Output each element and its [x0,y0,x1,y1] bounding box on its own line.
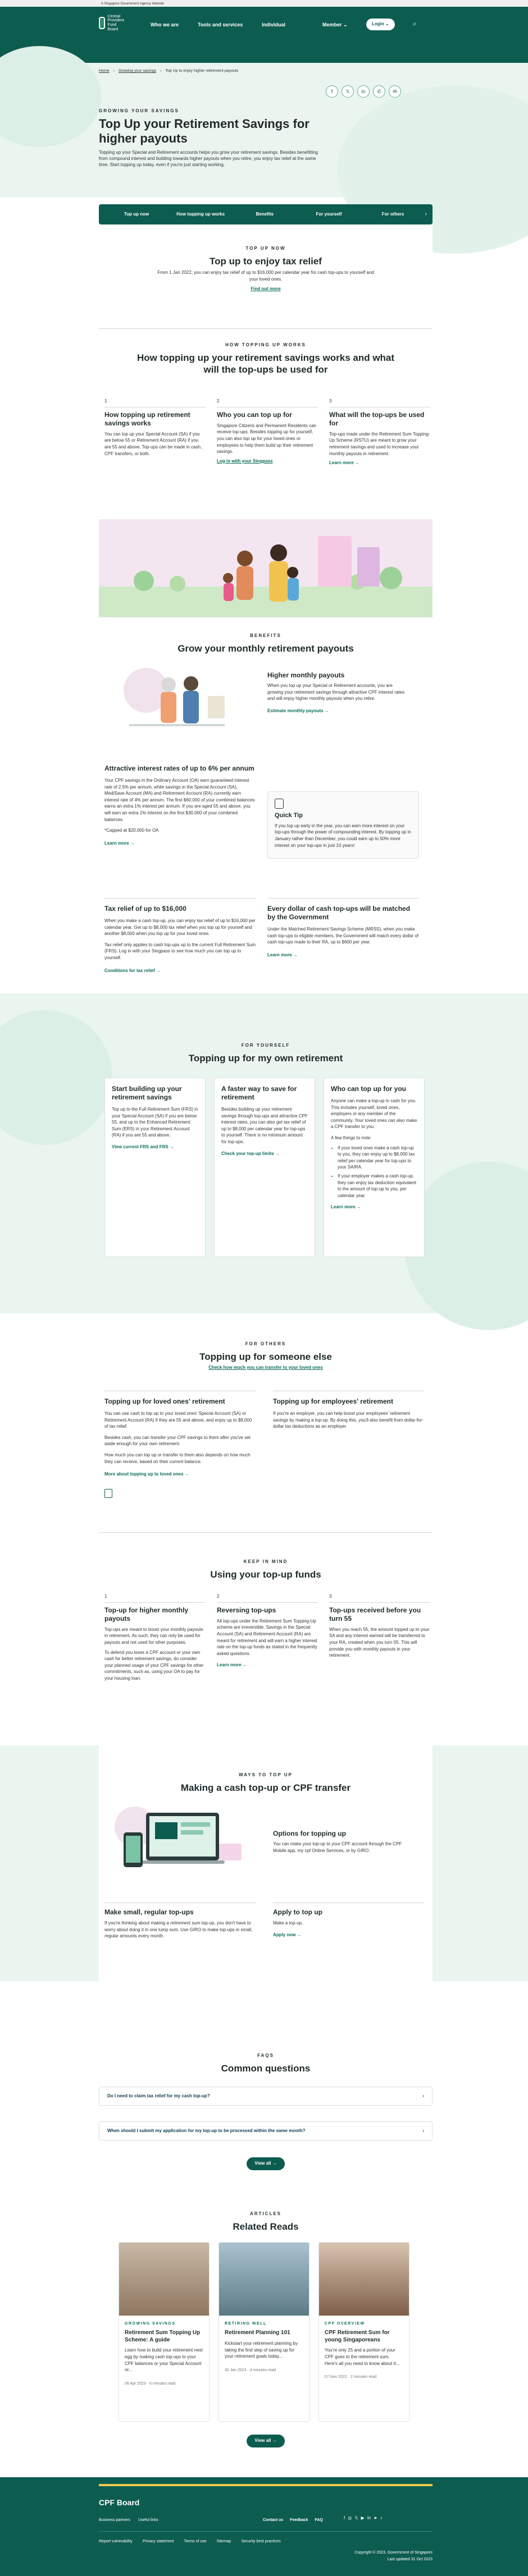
loved-ones-text-2: Besides cash, you can transfer your CPF savings to them after you've set aside enough for your own retirement. [104,1434,251,1447]
interest-learn-more-link[interactable]: Learn more → [104,840,135,846]
tax-relief-title: Tax relief of up to $16,000 [104,905,186,913]
breadcrumb-growing[interactable]: Growing your savings [118,69,157,73]
tax-conditions-label: Conditions for tax relief [104,968,155,973]
footer-link[interactable]: Feedback [290,2518,308,2522]
share-buttons [326,85,401,98]
singpass-login-link[interactable]: Log in with your Singpass [217,458,273,464]
list-intro: A few things to note: [331,1135,372,1140]
step-number: 1 [104,1594,107,1599]
topup-eyebrow: TOP UP NOW [245,246,286,251]
footer-link[interactable]: Security best practices [241,2540,281,2543]
article-card[interactable] [119,2242,210,2422]
nav-individual[interactable]: Individual [262,22,286,27]
article-tag: RETIRING WELL [225,2322,267,2326]
benefits-eyebrow: BENEFITS [250,633,281,638]
hero-description: Topping up your Special and Retirement accounts helps you grow your retirement savings. Besides benefitting from compound interest and building towards higher payouts when you retire, you enjoy tax relief at the same time. Start topping up today, even if you're just starting working. [99,150,318,168]
apply-text: Make a top-up. [273,1920,303,1926]
step-number: 2 [217,398,220,404]
divider [99,1532,433,1533]
tab-benefits[interactable]: Benefits [256,211,274,217]
interest-learn-more-label: Learn more [104,840,129,846]
loved-ones-text-3: How much you can top up or transfer to them also depends on how much they can receive, based on their current balance. [104,1452,251,1464]
keep-col-text: Top-ups are meant to boost your monthly payouts in retirement. As such, they can only be used for payouts and not used for other purposes. [104,1626,203,1645]
cpf-seal-icon [99,17,105,29]
logo-text: Central Provident Fund Board [107,14,124,31]
family-illustration-svg [99,519,433,617]
devices-illustration [112,1804,247,1877]
article-card[interactable] [318,2242,409,2422]
yourself-title: Topping up for my own retirement [188,1053,343,1064]
divider [104,1602,206,1603]
higher-payouts-title: Higher monthly payouts [267,671,345,679]
topup-desc: From 1 Jan 2022, you can enjoy tax relief of up to $16,000 per calendar year for cash top-ups to yourself and your loved ones. [157,270,374,282]
chevron-right-icon: › [422,2128,424,2133]
regular-title: Make small, regular top-ups [104,1908,194,1916]
social-icons [344,2515,383,2522]
article-tag: GROWING SAVINGS [125,2322,176,2326]
employees-text: If you're an employer, you can help boost your employees' retirement savings by making a top-up. By doing this, you'll also benefit from dollar-for-dollar tax deductions as an employer. [273,1411,424,1429]
copyright: Copyright © 2023, Government of Singapore [354,2551,433,2555]
article-text: You're only 25 and a portion of your CPF goes to the retirement sum. Here's all you need to know about it... [325,2348,400,2366]
yourself-card-3 [324,1078,425,1257]
breadcrumb-home[interactable]: Home [99,69,110,73]
elderly-couple-illustration [112,662,242,741]
faq-view-all-wrap [99,2157,433,2170]
how-col-2 [217,398,318,465]
interest-note: *Capped at $20,000 for OA [104,828,159,833]
yourself-card-1 [104,1078,206,1257]
faq-item[interactable] [99,2121,433,2140]
tax-conditions-link[interactable]: Conditions for tax relief → [104,968,161,973]
loved-ones-title: Topping up for loved ones' retirement [104,1397,225,1405]
last-updated: Last updated 31 Oct 2023 [387,2557,433,2561]
topup-title: Top up to enjoy tax relief [210,256,322,267]
login-button[interactable]: Login ⌄ [366,19,395,30]
linkedin-icon[interactable]: in [357,85,370,98]
tab-for-yourself[interactable]: For yourself [316,211,342,217]
divider [99,2531,433,2532]
nav-who-we-are[interactable]: Who we are [151,22,179,27]
youtube-icon[interactable]: ▶ [361,2515,365,2520]
chevron-right-icon[interactable]: › [425,211,427,218]
employees-title: Topping up for employees' retirement [273,1397,393,1405]
card-text: Top up to the Full Retirement Sum (FRS) in your Special Account (SA) if you are below 55, and up to the Enhanced Retirement Sum (ERS) in your Retirement Account (RA) if you are 55 and above. [112,1107,198,1138]
article-meta: 06 Apr 2023 · 6 minutes read [125,2381,176,2386]
faq-item[interactable] [99,2087,433,2106]
how-col-title: What will the top-ups be used for [329,410,425,427]
article-title: Retirement Sum Topping Up Scheme: A guide [125,2330,201,2343]
regular-text: If you're thinking about making a retirement sum top-up, you don't have to worry about doing it in one lump sum. Use GIRO to make top-ups in small, regular amounts every month. [104,1920,253,1939]
twitter-icon[interactable]: 𝕏 [342,85,354,98]
chevron-down-icon: ⌄ [343,22,348,27]
quick-tip-text: If you top up early in the year, you can earn more interest on your top-ups through the power of compounding interest. By topping up in January rather than December, you could earn up to 50% more interest on your top-ups in just 10 years! [275,823,411,848]
divider [217,1602,318,1603]
keep-title: Using your top-up funds [210,1569,321,1580]
how-col-3 [329,398,430,466]
breadcrumb-current: Top Up to enjoy higher retirement payouts [165,69,239,73]
footer-link[interactable]: FAQ [315,2518,323,2522]
tab-for-others[interactable]: For others [381,211,404,217]
facebook-icon[interactable]: f [344,2515,345,2520]
member-label: Member [322,22,342,27]
how-col-1 [104,398,206,457]
check-limits-label: Check your top-up limits [221,1151,274,1156]
keep-col-title: Top-up for higher monthly payouts [104,1606,189,1622]
options-text: You can make your top-up to your CPF account through the CPF Mobile app, my cpf Online Services, or by GIRO. [273,1841,402,1853]
how-col-title: How topping up retirement savings works [104,410,190,427]
quick-tip-card [267,791,419,859]
keep-col-title: Top-ups received before you turn 55 [329,1606,421,1622]
others-eyebrow: FOR OTHERS [245,1341,286,1346]
apply-now-link[interactable]: Apply now → [273,1932,302,1937]
devices-svg [112,1804,247,1877]
decor-blob [0,1010,112,1145]
card-title: A faster way to save for retirement [221,1085,297,1101]
matched-title: Every dollar of cash top-ups will be matched by the Government [267,905,411,921]
card-title: Start building up your retirement savings [112,1085,182,1101]
footer-link[interactable]: Terms of use [184,2540,207,2543]
divider [104,898,256,899]
others-title: Topping up for someone else [199,1351,332,1362]
article-title: Retirement Planning 101 [225,2330,290,2336]
keep-col-text: All top-ups under the Retirement Sum Topping-Up scheme are irreversible. Savings in the Special Account (SA) and Retirement Account (RA) are meant for retirement and will earn a higher interest rate on the top-up funds as stated in the frequently asked questions. [217,1618,317,1656]
whatsapp-icon[interactable]: ✆ [373,85,385,98]
matched-learn-more-link[interactable]: Learn more → [267,952,298,957]
article-meta: 30 Jan 2023 · 4 minutes read [225,2368,276,2372]
apply-title: Apply to top up [273,1908,322,1916]
how-col-text: Singapore Citizens and Permanent Residents can receive top-ups. Besides topping up for yourself, you can also top up for your loved ones or employees to help them build up their retirement savings. [217,423,316,455]
search-icon[interactable]: ⌕ [413,20,417,27]
tax-relief-block [104,905,256,974]
breadcrumb [99,68,238,74]
topup-find-out-more-link[interactable]: Find out more [251,286,281,291]
instagram-icon[interactable]: ◎ [348,2515,352,2520]
faq-question: When should I submit my application for my top-up to be processed within the same month? [107,2128,306,2133]
footer-accent-bar [99,2484,433,2486]
card-text: Anyone can make a top-up in cash for you. This includes yourself, loved ones, employers or any member of the community. Your loved ones can also make a CPF transfer to you. [331,1098,417,1130]
couple-svg [112,662,242,741]
article-tag: CPF OVERVIEW [325,2322,365,2326]
transfer-check-link[interactable]: Check how much you can transfer to your loved ones [208,1365,323,1370]
card-text: Besides building up your retirement savings through top-ups and attractive CPF interest rates, you can also get tax relief of up to $8,000 per calendar year for top-ups to yourself. There is no minimum amount for top-ups. [221,1107,308,1144]
loved-ones-text: You can use cash to top up to your loved ones' Special Account (SA) or Retirement Account (RA) if they are 55 and above, and enjoy up to $8,000 of tax relief. [104,1411,252,1429]
footer-link[interactable]: Useful links [138,2518,158,2522]
matched-learn-more-label: Learn more [267,952,292,957]
tab-how-topping-up-works[interactable]: How topping up works [176,211,225,217]
article-text: Kickstart your retirement planning by taking the first step of saving up for your retirement goals today... [225,2340,298,2359]
yourself-eyebrow: FOR YOURSELF [241,1043,290,1048]
keep-eyebrow: KEEP IN MIND [243,1559,288,1564]
step-number: 3 [329,398,332,404]
chevron-right-icon: › [160,69,162,73]
nav-tools-services[interactable]: Tools and services [198,22,243,27]
step-number: 2 [217,1594,220,1599]
loved-ones-block [104,1397,256,1498]
loved-ones-link[interactable]: More about topping up to loved ones → [104,1472,189,1477]
interest-title: Attractive interest rates of up to 6% per annum [104,764,254,772]
tax-relief-text-2: Tax relief only applies to cash top-ups up to the current Full Retirement Sum (FRS). Log in with your Singpass to see how much you can top up to yourself. [104,942,256,960]
email-icon[interactable]: ✉ [389,85,401,98]
learn-more-label: Learn more [217,1662,242,1668]
view-all-label: View all [254,2438,271,2443]
employees-block [273,1397,425,1430]
view-all-label: View all [254,2161,271,2166]
articles-eyebrow: ARTICLES [250,2211,281,2216]
benefits-title: Grow your monthly retirement payouts [177,643,354,654]
keep-learn-more-link[interactable]: Learn more → [217,1662,247,1668]
article-image [219,2243,309,2316]
keep-col-title: Reversing top-ups [217,1606,276,1614]
linkedin-icon[interactable]: in [367,2515,371,2520]
tax-relief-text: When you make a cash top-up, you can enjoy tax relief of up to $16,000 per calendar year. Get up to $8,000 tax relief when you top up for yourself and another $8,000 when you top up for your loved ones. [104,918,256,937]
footer-bottom-links [99,2539,281,2544]
document-icon [104,1489,112,1498]
gov-banner [0,0,528,7]
article-meta: 07 Nov 2022 · 2 minutes read [325,2375,377,2380]
footer-links-left [99,2518,158,2523]
faq-view-all-button[interactable]: View all → [247,2157,284,2170]
learn-more-link[interactable]: Learn more → [329,460,359,466]
ways-eyebrow: WAYS TO TOP UP [239,1772,293,1777]
footer-link[interactable]: Sitemap [216,2540,231,2543]
faq-title: Common questions [221,2063,311,2074]
telegram-icon[interactable]: ➤ [374,2515,377,2520]
articles-title: Related Reads [233,2221,299,2232]
apply-block [273,1908,425,1938]
footer-link[interactable]: Report vulnerability [99,2540,133,2543]
list-item: • If your employer makes a cash top-up, they can enjoy tax deduction equivalent to the amount of top-up to you, per calendar year. [338,1173,417,1199]
interest-text: Your CPF savings in the Ordinary Account (OA) earn guaranteed interest rate of 2.5% per annum, while savings in the Special Account (SA), MediSave Account (MA) and Retirement Account (RA) currently earn interest rate of 4% per annum. The first $60,000 of your combined balances earns an extra 1% interest per annum. If you are aged 55 and above, you will earn an extra 1% interest on the first $30,000 of your combined balances. [104,778,255,822]
twitter-icon[interactable]: 𝕏 [354,2515,358,2520]
member-dropdown[interactable] [322,21,348,28]
interest-block [104,764,256,847]
regular-topups-block [104,1908,256,1940]
check-limits-link[interactable]: Check your top-up limits → [221,1151,280,1156]
keep-col-2 [217,1594,318,1669]
hero-eyebrow: GROWING YOUR SAVINGS [99,108,179,113]
login-label: Login [372,21,384,26]
yourself-card-2 [214,1078,315,1257]
how-title: How topping up your retirement savings works and what will the top-ups be used for [136,352,395,375]
ways-title: Making a cash top-up or CPF transfer [180,1782,351,1793]
how-col-title: Who you can top up for [217,410,292,419]
matched-text: Under the Matched Retirement Savings Scheme (MRSS), when you make cash top-ups to eligible members, the Government will match every dollar of cash top-ups made to their RA, up to $600 per year. [267,927,419,945]
chevron-right-icon: › [422,2093,424,2098]
cpf-logo[interactable] [99,12,124,34]
card-title: Who can top up for you [331,1085,406,1093]
family-illustration [99,519,433,617]
articles-view-all-wrap [99,2435,433,2447]
how-eyebrow: HOW TOPPING UP WORKS [225,342,306,347]
gov-banner-text: A Singapore Government Agency Website [101,2,164,6]
page-title: Top Up your Retirement Savings for higher payouts [99,117,309,146]
step-number: 3 [329,1594,332,1599]
site-footer [0,2477,528,2576]
view-frs-link[interactable]: View current FRS and FRS → [112,1144,174,1149]
estimate-payouts-label: Estimate monthly payouts [267,708,324,713]
tab-top-up-now[interactable]: Top up now [124,211,149,217]
faq-eyebrow: FAQS [257,2053,274,2058]
learn-more-label: Learn more [331,1204,356,1210]
section-tabs [99,204,433,224]
learn-more-label: Learn more [329,460,354,466]
how-col-text: You can top up your Special Account (SA) if you are below 55 or Retirement Account (RA) if you are 55 and above. Top-ups can be made in cash, CPF transfers, or both. [104,431,202,456]
how-col-text: Top-ups made under the Retirement Sum Topping-Up Scheme (RSTU) are meant to grow your retirement savings and used to increase your monthly payouts in retirement. [329,431,430,456]
options-title: Options for topping up [273,1830,346,1837]
loved-ones-link-label: More about topping up to loved ones [104,1472,184,1477]
list-item: • If your loved ones make a cash top-up to you, they can enjoy up to $8,000 tax relief per calendar year for top-ups to your SA/RA. [338,1145,417,1171]
apply-now-label: Apply now [273,1932,296,1937]
keep-col-text-2: To defend you loses a CPF account or your own cash for better retirement savings, do consider your planned usage of your CPF savings for other commitments, such as, using your OA to pay for your housing loan. [104,1649,204,1681]
divider [99,328,433,329]
article-text: Learn how to build your retirement nest egg by making cash top-ups to your CPF balances or your Special Account or... [125,2348,203,2373]
facebook-icon[interactable]: f [326,85,338,98]
step-number: 1 [104,398,107,404]
footer-link[interactable]: Privacy statement [142,2540,174,2543]
notes-list [338,1145,417,1199]
footer-link[interactable]: Contact us [263,2518,284,2522]
footer-links-right [263,2518,323,2523]
lightbulb-icon [275,799,284,809]
yourself-learn-more-link[interactable]: Learn more → [331,1204,361,1210]
keep-col-3 [329,1594,430,1659]
article-image [319,2243,409,2316]
footer-brand: CPF Board [99,2498,140,2507]
keep-col-1 [104,1594,206,1682]
article-title: CPF Retirement Sum for young Singaporeans [325,2330,390,2343]
estimate-payouts-link[interactable]: Estimate monthly payouts → [267,708,329,713]
view-frs-label: View current FRS and FRS [112,1144,169,1149]
faq-question: Do I need to claim tax relief for my cash top-up? [107,2093,210,2098]
article-image [119,2243,209,2316]
divider [267,898,419,899]
keep-col-text: When you reach 55, the amount topped up to your SA and any interest earned will be transferred to your RA, created when you turn 55. This will provide you with monthly payouts in your retirement. [329,1626,430,1658]
chevron-right-icon: › [113,69,115,73]
higher-payouts-text: When you top up your Special or Retirement accounts, you are growing your retirement savings through attractive CPF interest rates and will enjoy higher monthly payouts when you retire. [267,683,405,702]
matched-block [267,905,419,959]
article-card[interactable] [219,2242,309,2422]
footer-link[interactable]: Business partners [99,2518,131,2522]
divider [329,1602,430,1603]
articles-view-all-button[interactable]: View all → [247,2435,284,2447]
quick-tip-title: Quick Tip [275,812,303,819]
tiktok-icon[interactable]: ♪ [380,2515,383,2520]
